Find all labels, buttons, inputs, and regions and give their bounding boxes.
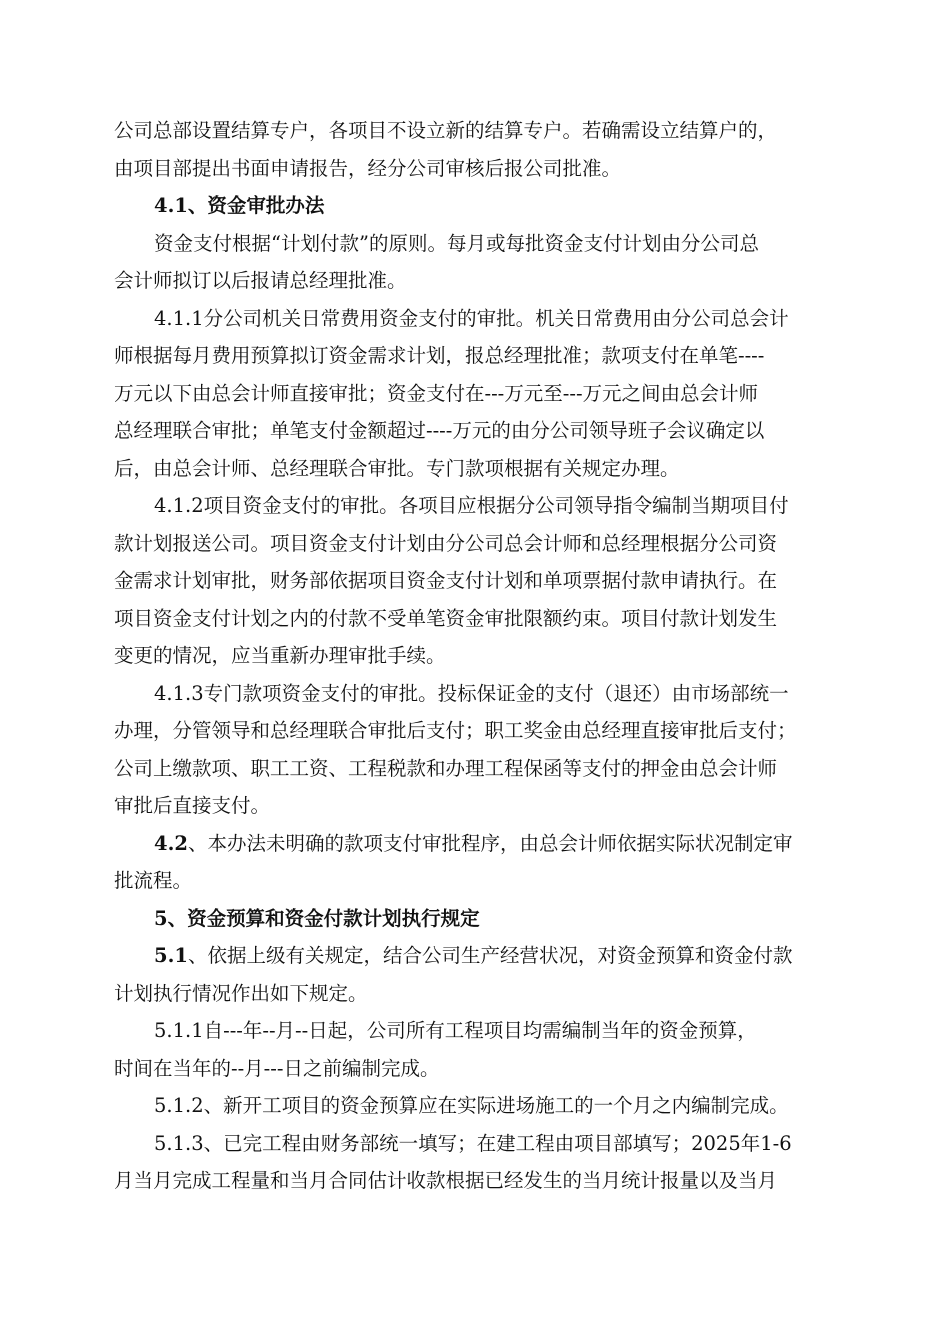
text-line: 审批后直接支付。 [114,794,271,817]
text-line: 资金支付根据“计划付款”的原则。每月或每批资金支付计划由分公司总 [154,231,759,255]
heading-5: 5、资金预算和资金付款计划执行规定 [154,906,480,930]
text-line: 金需求计划审批，财务部依据项目资金支付计划和单项票据付款申请执行。在 [114,569,778,592]
section-number: 5.1 [154,944,188,967]
text-line: 变更的情况，应当重新办理审批手续。 [114,644,446,667]
text-line: 月当月完成工程量和当月合同估计收款根据已经发生的当月统计报量以及当月 [114,1169,778,1192]
text-line [114,937,838,975]
paragraph-4-1-3 [114,675,838,825]
text-line: 公司总部设置结算专户，各项目不设立新的结算专户。若确需设立结算户的， [114,119,778,142]
paragraph-5-1-2 [114,1087,838,1125]
paragraph-5-1 [114,937,838,1012]
text-line: 批流程。 [114,869,193,892]
paragraph-4-1 [114,225,838,300]
paragraph-4-1-2 [114,487,838,675]
text-line: 5.1.3、已完工程由财务部统一填写；在建工程由项目部填写；2025年1-6 [154,1131,792,1155]
text-run: 、本办法未明确的款项支付审批程序，由总会计师依据实际状况制定审 [187,831,793,855]
text-run: 、依据上级有关规定，结合公司生产经营状况，对资金预算和资金付款 [187,944,793,967]
text-line: 项目资金支付计划之内的付款不受单笔资金审批限额约束。项目付款计划发生 [114,606,778,630]
text-line: 万元以下由总会计师直接审批；资金支付在---万元至---万元之间由总会计师 [114,381,759,405]
intro-paragraph [114,112,838,187]
text-line [114,825,838,863]
section-number: 4.2 [154,831,188,855]
heading-4-1: 4.1、资金审批办法 [154,194,325,217]
text-line: 4.1.2项目资金支付的审批。各项目应根据分公司领导指令编制当期项目付 [154,494,789,517]
paragraph-5-1-3 [114,1125,838,1200]
text-line: 4.1.1分公司机关日常费用资金支付的审批。机关日常费用由分公司总会计 [154,306,789,330]
text-line: 5.1.1自---年--月--日起，公司所有工程项目均需编制当年的资金预算， [154,1019,757,1042]
text-line: 时间在当年的--月---日之前编制完成。 [114,1056,440,1080]
paragraph-5-1-1 [114,1012,838,1087]
paragraph-4-1-1 [114,300,838,488]
text-line: 由项目部提出书面申请报告，经分公司审核后报公司批准。 [114,156,622,180]
text-line: 计划执行情况作出如下规定。 [114,981,368,1005]
text-line: 后，由总会计师、总经理联合审批。专门款项根据有关规定办理。 [114,456,680,480]
text-line: 总经理联合审批；单笔支付金额超过----万元的由分公司领导班子会议确定以 [114,419,765,442]
text-line: 4.1.3专门款项资金支付的审批。投标保证金的支付（退还）由市场部统一 [154,681,789,705]
text-line: 公司上缴款项、职工工资、工程税款和办理工程保函等支付的押金由总会计师 [114,756,778,780]
text-line: 会计师拟订以后报请总经理批准。 [114,269,407,292]
text-line: 办理，分管领导和总经理联合审批后支付；职工奖金由总经理直接审批后支付； [114,719,797,742]
text-line: 款计划报送公司。项目资金支付计划由分公司总会计师和总经理根据分公司资 [114,531,778,555]
text-line: 5.1.2、新开工项目的资金预算应在实际进场施工的一个月之内编制完成。 [154,1094,789,1117]
paragraph-4-2 [114,825,838,900]
text-line: 师根据每月费用预算拟订资金需求计划，报总经理批准；款项支付在单笔---- [114,344,765,367]
